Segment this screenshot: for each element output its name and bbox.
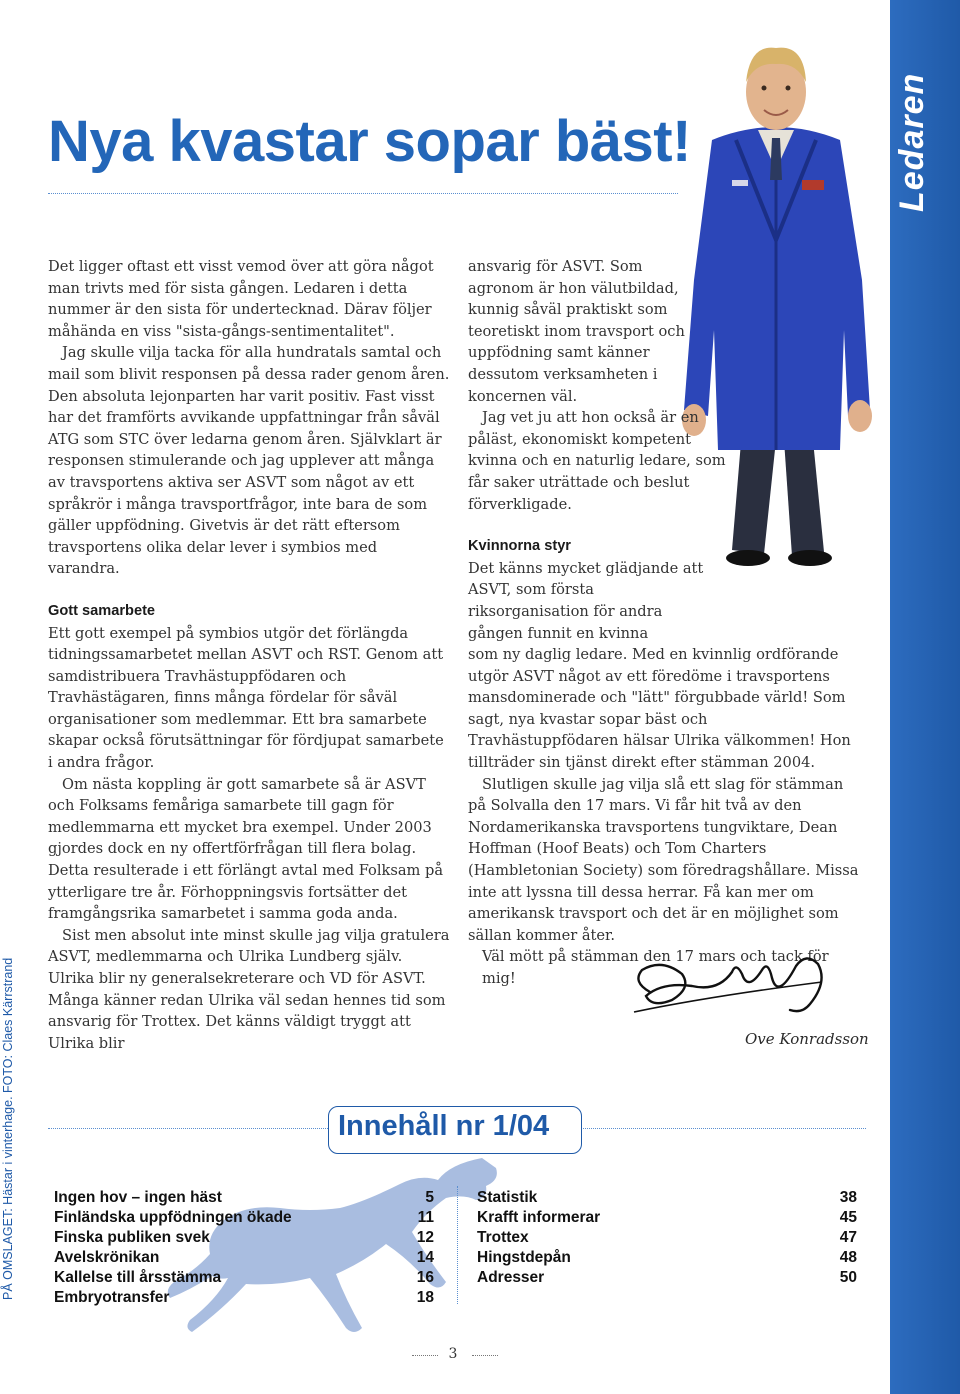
paragraph: Ett gott exempel på symbios utgör det förlängda tidningssamarbetet mellan ASVT och RST. Genom att samdistribuera Travhästuppfödaren och Travhästägaren, finns många fördelar för såväl organisationer som medlemmar. Ett bra samarbete skapar också förutsättningar för fördjupat samarbete i andra frågor. [48,624,444,772]
toc-entry-title: Kallelse till årsstämma [54,1269,222,1286]
toc-entry-title: Finländska uppfödningen ökade [54,1209,292,1226]
toc-entry-title: Embryotransfer [54,1289,170,1306]
toc-entry[interactable] [54,1188,434,1208]
toc-entry-title: Hingstdepån [477,1249,571,1266]
toc-column-divider [457,1186,458,1304]
subheading-kvinnorna-styr: Kvinnorna styr [468,538,571,555]
toc-entry-page: 50 [839,1269,857,1286]
toc-list-left [54,1188,434,1308]
paragraph: Sist men absolut inte minst skulle jag vilja gratulera ASVT, medlemmarna och Ulrika Lundberg själv. Ulrika blir ny generalsekreterare och VD för ASVT. Många känner redan Ulrika väl sedan hennes tid som ansvarig för Trottex. Det känns väldigt tryggt att Ulrika blir [48,926,450,1052]
toc-entry[interactable] [54,1248,434,1268]
paragraph: som ny daglig ledare. Med en kvinnlig ordförande utgör ASVT något av ett föredöme i travsportens mansdominerade och "lätt" förgubbade värld! Som sagt, nya kvastar sopar bäst och Travhästuppfödaren hälsar Ulrika välkommen! Hon tillträder sin tjänst direkt efter stämman 2004. [468,646,851,772]
signature-name: Ove Konradsson [745,1030,869,1048]
toc-entry[interactable] [477,1268,857,1288]
handwritten-signature [622,952,852,1030]
footer-dash-right [472,1355,498,1356]
toc-entry[interactable] [54,1288,434,1308]
toc-entry-page: 47 [839,1229,857,1246]
toc-entry-title: Krafft informerar [477,1209,601,1226]
intro-paragraph: Det ligger oftast ett visst vemod över att göra något man trivts med för sista gången. Ledaren i detta nummer är den sista för undertecknad. Därav följer måhända en viss "sista-gångs-sentimentalitet". [48,258,434,340]
toc-entry-title: Finska publiken svek [54,1229,210,1246]
section-tab-label: Ledaren [893,72,931,212]
toc-entry-page: 12 [416,1229,434,1246]
page-number: 3 [448,1346,458,1362]
toc-entry[interactable] [477,1248,857,1268]
toc-entry-title: Statistik [477,1189,538,1206]
paragraph: Jag vet ju att hon också är en påläst, ekonomiskt kompetent kvinna och en naturlig ledare, som får saker uträttade och beslut förverkligade. [468,409,726,513]
toc-entry[interactable] [477,1188,857,1208]
toc-entry[interactable] [54,1268,434,1288]
toc-entry[interactable] [477,1228,857,1248]
toc-entry-title: Trottex [477,1229,529,1246]
paragraph: ansvarig för ASVT. Som agronom är hon välutbildad, kunnig såväl praktiskt som teoretiskt inom travsport och uppfödning samt känner dessutom verksamheten i koncernen väl. [468,258,685,405]
toc-entry-title: Adresser [477,1269,545,1286]
toc-entry-page: 38 [839,1189,857,1206]
toc-entry[interactable] [54,1208,434,1228]
closing-line: Väl mött på stämman den 17 mars och tack för mig! [482,948,829,987]
toc-entry-page: 18 [416,1289,434,1306]
paragraph: Jag skulle vilja tacka för alla hundratals samtal och mail som blivit responsen på dessa rader genom åren. Den absoluta lejonparten har varit positiv. Fast visst har det framförts avvikande uppfattningar från såväl ATG som STC över ledarna genom åren. Självklart är responsen stimulerande och jag upplever att många av travsportens aktiva ser ASVT som något av ett språkrör i många travsportfrågor, inte bara de som gäller uppfödning. Givetvis är det rätt eftersom travsportens olika delar lever i symbios med varandra. [48,344,450,578]
toc-title: Innehåll nr 1/04 [338,1110,550,1142]
left-column [48,256,452,1054]
toc-list-right [477,1188,857,1288]
toc-entry[interactable] [54,1228,434,1248]
toc-entry-page: 11 [417,1209,434,1226]
photo-credit: PÅ OMSLAGET: Hästar i vinterhage. FOTO: Claes Kärrstrand [1,957,15,1300]
paragraph: Om nästa koppling är gott samarbete så är ASVT och Folksams femåriga samarbete till gagn för medlemmarna ett mycket bra exempel. Under 2003 gjordes dock en ny offertförfrågan till flera bolag. Detta resulterade i ett förlängt avtal med Folksam på ytterligare tre år. Förhoppningsvis fortsätter det framgångsrika samarbetet i samma goda anda. [48,775,444,923]
paragraph: Slutligen skulle jag vilja slå ett slag för stämman på Solvalla den 17 mars. Vi får hit två av den Nordamerikanska travsportens tungviktare, Dean Hoffman (Hoof Beats) och Tom Charters (Hambletonian Society) som föredragshållare. Missa inte att lyssna till dessa herrar. Få kan mer om amerikansk travsport och det är en möjlighet som sällan kommer åter. [468,775,859,944]
toc-entry-page: 16 [416,1269,434,1286]
toc-entry-page: 5 [425,1189,434,1206]
subheading-gott-samarbete: Gott samarbete [48,602,156,619]
headline-divider [48,193,678,194]
toc-entry-title: Ingen hov – ingen häst [54,1189,222,1206]
toc-entry-page: 45 [839,1209,857,1226]
paragraph: Det känns mycket glädjande att ASVT, som första riksorganisation för andra gången funnit en kvinna [468,559,704,642]
toc-entry-page: 14 [416,1249,434,1266]
toc-entry-page: 48 [839,1249,857,1266]
toc-entry-title: Avelskrönikan [54,1249,160,1266]
right-column [468,256,860,990]
toc-entry[interactable] [477,1208,857,1228]
headline: Nya kvastar sopar bäst! [48,109,691,174]
